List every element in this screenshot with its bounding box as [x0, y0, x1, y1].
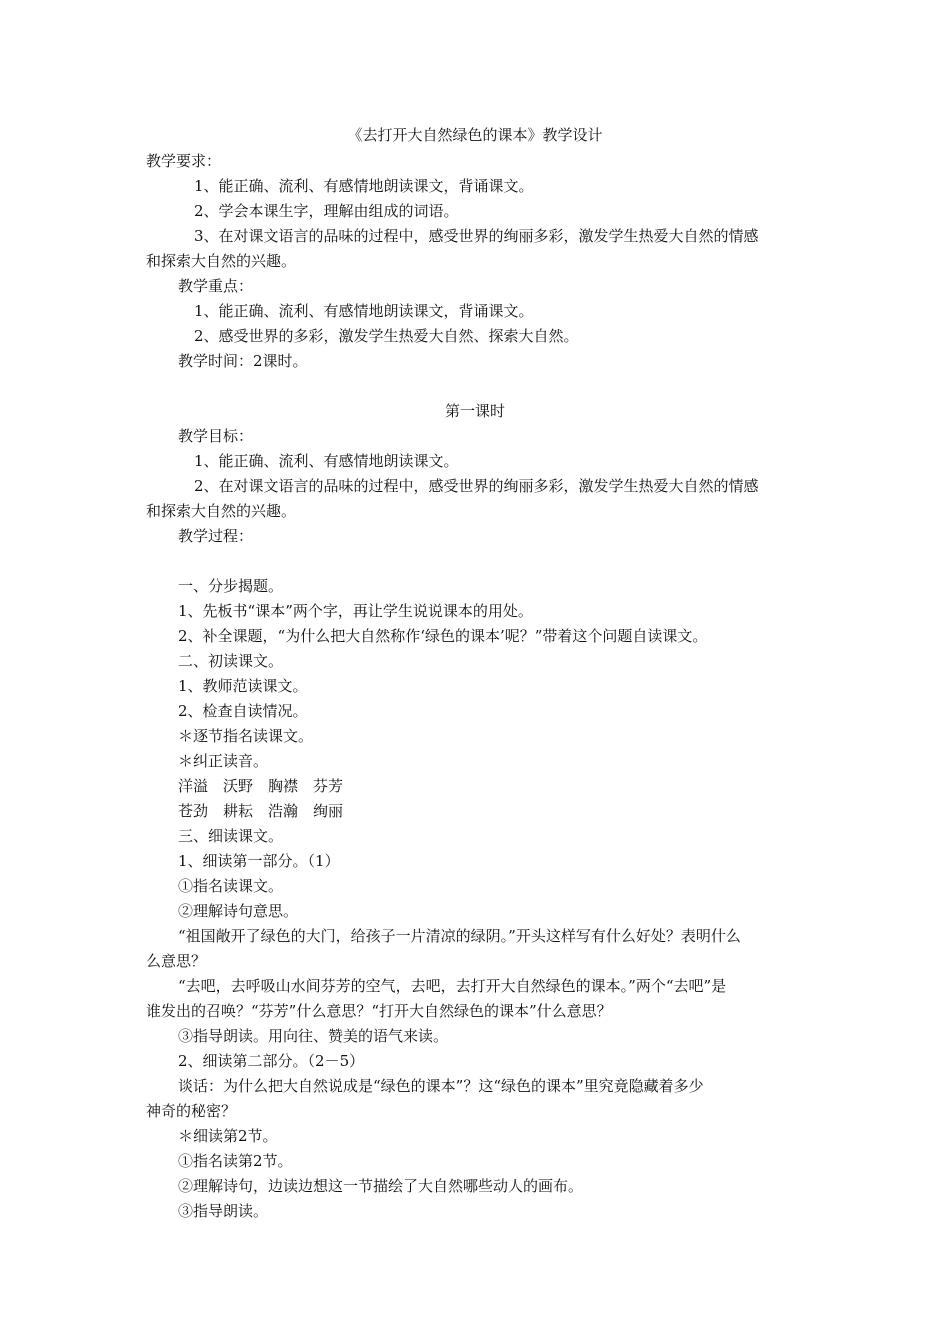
text-line: 三、细读课文。 — [178, 827, 284, 845]
text-line: 教学时间：2课时。 — [178, 352, 308, 370]
text-line: 2、细读第二部分。（2－5） — [178, 1052, 365, 1070]
text-line: ②理解诗句，边读边想这一节描绘了大自然哪些动人的画布。 — [178, 1177, 584, 1195]
text-line: 和探索大自然的兴趣。 — [146, 252, 297, 270]
text-line: ＊逐节指名读课文。 — [178, 727, 314, 745]
section-heading: 教学目标： — [178, 427, 254, 445]
text-line: ①指名读课文。 — [178, 877, 284, 895]
section-heading: 教学要求： — [146, 152, 222, 170]
text-line: ＊细读第2节。 — [178, 1127, 278, 1145]
text-line: 一、分步揭题。 — [178, 577, 284, 595]
vocab-row: 苍劲 耕耘 浩瀚 绚丽 — [178, 802, 344, 820]
text-line: 1、细读第一部分。（1） — [178, 852, 340, 870]
text-line: 2、检查自读情况。 — [178, 702, 308, 720]
text-line: “去吧，去呼吸山水间芬芳的空气，去吧，去打开大自然绿色的课本。”两个“去吧”是 — [178, 977, 727, 995]
text-line: 3、在对课文语言的品味的过程中，感受世界的绚丽多彩，激发学生热爱大自然的情感 — [194, 227, 759, 245]
text-line: 2、感受世界的多彩，激发学生热爱大自然、探索大自然。 — [194, 327, 579, 345]
text-line: 2、学会本课生字，理解由组成的词语。 — [194, 202, 459, 220]
text-line: 神奇的秘密？ — [146, 1102, 237, 1120]
text-line: ③指导朗读。用向往、赞美的语气来读。 — [178, 1027, 449, 1045]
section-heading: 教学过程： — [178, 527, 254, 545]
lesson-heading: 第一课时 — [444, 402, 505, 420]
text-line: 2、补全课题，“为什么把大自然称作‘绿色的课本’呢？”带着这个问题自读课文。 — [178, 627, 708, 645]
section-heading: 教学重点： — [178, 277, 254, 295]
text-line: ＊纠正读音。 — [178, 752, 269, 770]
text-line: 二、初读课文。 — [178, 652, 284, 670]
text-line: 1、教师范读课文。 — [178, 677, 308, 695]
text-line: 2、在对课文语言的品味的过程中，感受世界的绚丽多彩，激发学生热爱大自然的情感 — [194, 477, 759, 495]
text-line: 么意思？ — [146, 952, 207, 970]
text-line: 谁发出的召唤？“芬芳”什么意思？“打开大自然绿色的课本”什么意思？ — [146, 1002, 612, 1020]
text-line: “祖国敞开了绿色的大门，给孩子一片清凉的绿阴。”开头这样写有什么好处？表明什么 — [178, 927, 741, 945]
text-line: ②理解诗句意思。 — [178, 902, 299, 920]
text-line: 1、能正确、流利、有感情地朗读课文。 — [194, 452, 459, 470]
text-line: 1、能正确、流利、有感情地朗读课文，背诵课文。 — [194, 302, 534, 320]
document-title: 《去打开大自然绿色的课本》教学设计 — [347, 126, 603, 144]
text-line: 谈话：为什么把大自然说成是“绿色的课本”？这“绿色的课本”里究竟隐藏着多少 — [178, 1077, 704, 1095]
text-line: 1、先板书“课本”两个字，再让学生说说课本的用处。 — [178, 602, 533, 620]
text-line: 1、能正确、流利、有感情地朗读课文，背诵课文。 — [194, 177, 534, 195]
text-line: ③指导朗读。 — [178, 1202, 269, 1220]
text-line: 和探索大自然的兴趣。 — [146, 502, 297, 520]
text-line: ①指名读第2节。 — [178, 1152, 293, 1170]
vocab-row: 洋溢 沃野 胸襟 芬芳 — [178, 777, 344, 795]
